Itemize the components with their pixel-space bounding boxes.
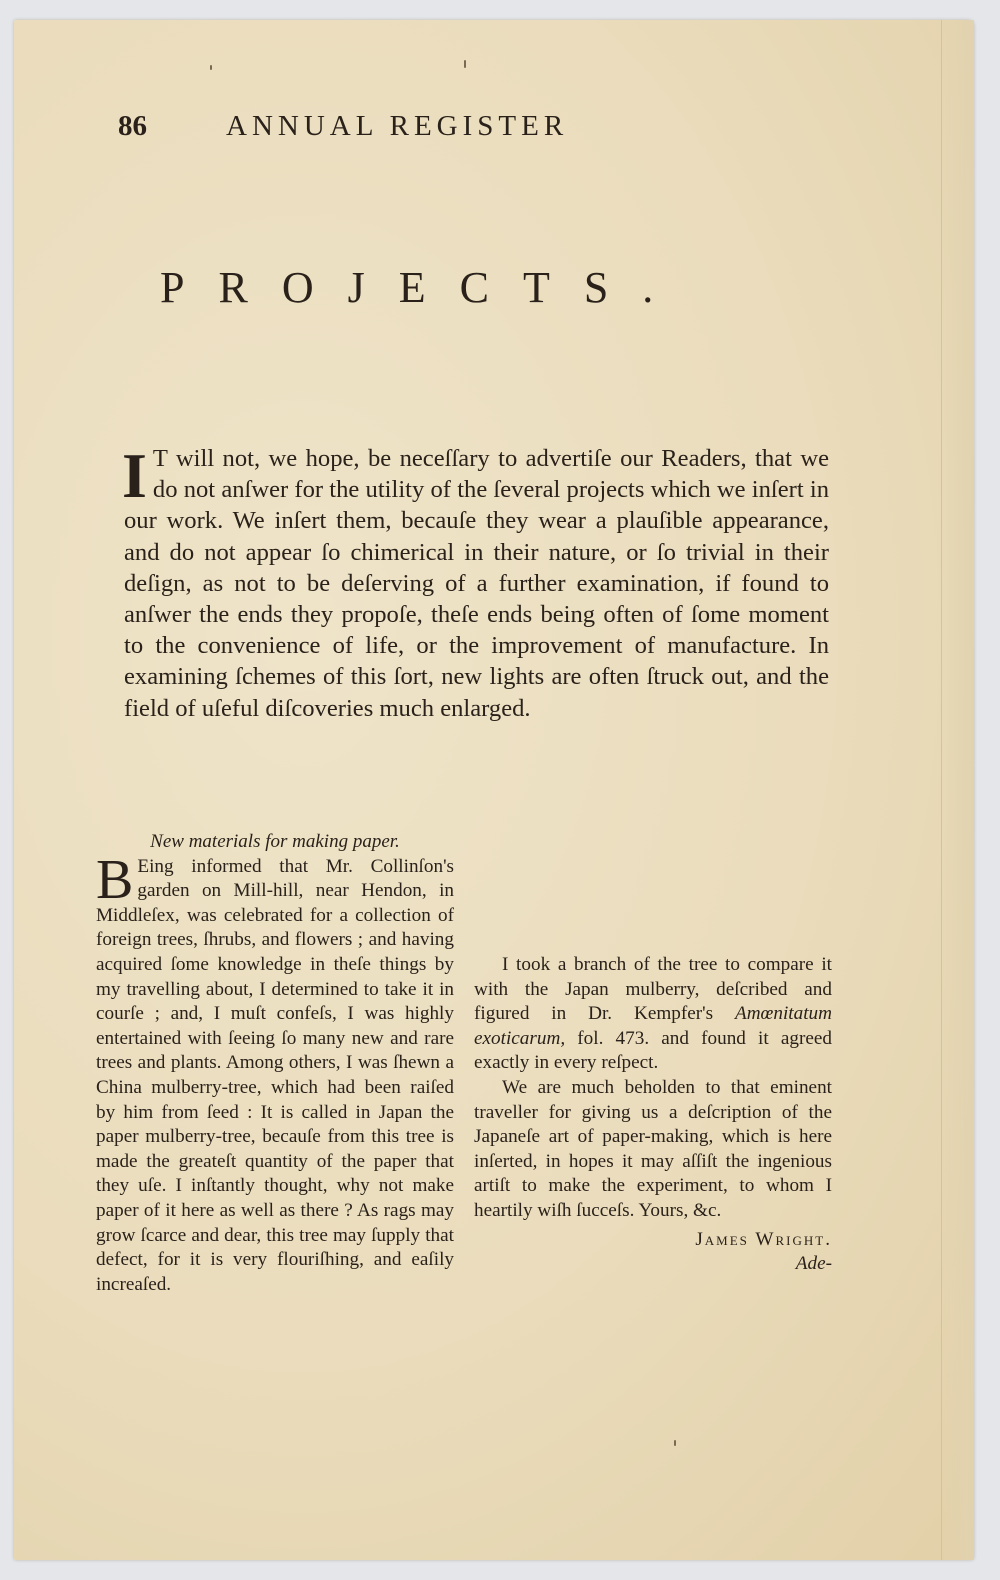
paragraph-continuation [474, 830, 832, 953]
paragraph-text: Eing informed that Mr. Collinſon's garden on Mill-hill, near Hendon, in Middleſex, was celebrated for a collection of foreign trees, ſhrubs, and flowers ; and having acquired ſome knowledge in theſe things by my travelling about, I determined to take it in courſe ; and, I muſt confeſs, I was highly entertained with ſeeing ſo many new and rare trees and plants. Among others, I was ſhewn a China mulberry-tree, which had been raiſed by him from ſeed : It is called in Japan the paper mulberry-tree, becauſe from this tree is made the greateſt quantity of the paper that they uſe. I inſtantly thought, why not make paper of it here as well as there ? As rags may grow ſcarce and dear, this tree may ſupply that defect, for it is very flouriſhing, and eaſily increaſed. [96, 855, 454, 1295]
paper-speck [464, 60, 466, 68]
intro-text: T will not, we hope, be neceſſary to advertiſe our Readers, that we do not anſwer for the utility of the ſeveral projects which we inſert in our work. We inſert them, becauſe they wear a plauſible appearance, and do not appear ſo chimerical in their nature, or ſo trivial in their deſign, as not to be deſerving of a further examination, if found to anſwer the ends they propoſe, theſe ends being often of ſome moment to the convenience of life, or the improvement of manufacture. In examining ſchemes of this ſort, new lights are often ſtruck out, and the field of uſeful diſcoveries much enlarged. [124, 445, 829, 722]
paragraph-text: We are much beholden to that eminent traveller for giving us a deſcription of the Japaneſe art of paper-making, which is here inſerted, in hopes it may aſſiſt the ingenious artiſt to make the experiment, to whom I heartily wiſh ſucceſs. Yours, &c. [474, 1076, 832, 1221]
drop-cap: I [122, 440, 147, 511]
column-left [96, 830, 454, 1340]
paragraph-text: fol. 473. and found it agreed exactly in every reſpect. [474, 1027, 832, 1074]
signature: James Wright. [695, 1228, 832, 1250]
article-paragraph-3 [474, 1076, 832, 1224]
page-number: 86 [118, 110, 147, 142]
article-paragraph-2 [474, 953, 832, 1076]
header-title: ANNUAL REGISTER [226, 110, 569, 142]
column-right [474, 830, 832, 1277]
book-title: Amœnitatum exoticarum, [474, 1003, 832, 1049]
paragraph-text: I took a branch of the tree to compare it with the Japan mulberry, deſcribed and figured in Dr. Kempfer's [474, 954, 832, 1025]
paper-speck [674, 1440, 676, 1446]
paper-speck [210, 65, 212, 70]
section-title: PROJECTS. [160, 263, 688, 312]
article-paragraph-1 [96, 848, 454, 1298]
intro-paragraph [122, 440, 829, 724]
running-head [118, 110, 718, 150]
drop-cap: B [96, 848, 134, 911]
article-heading: New materials for making paper. [150, 831, 400, 852]
catchword: Ade- [795, 1253, 832, 1275]
